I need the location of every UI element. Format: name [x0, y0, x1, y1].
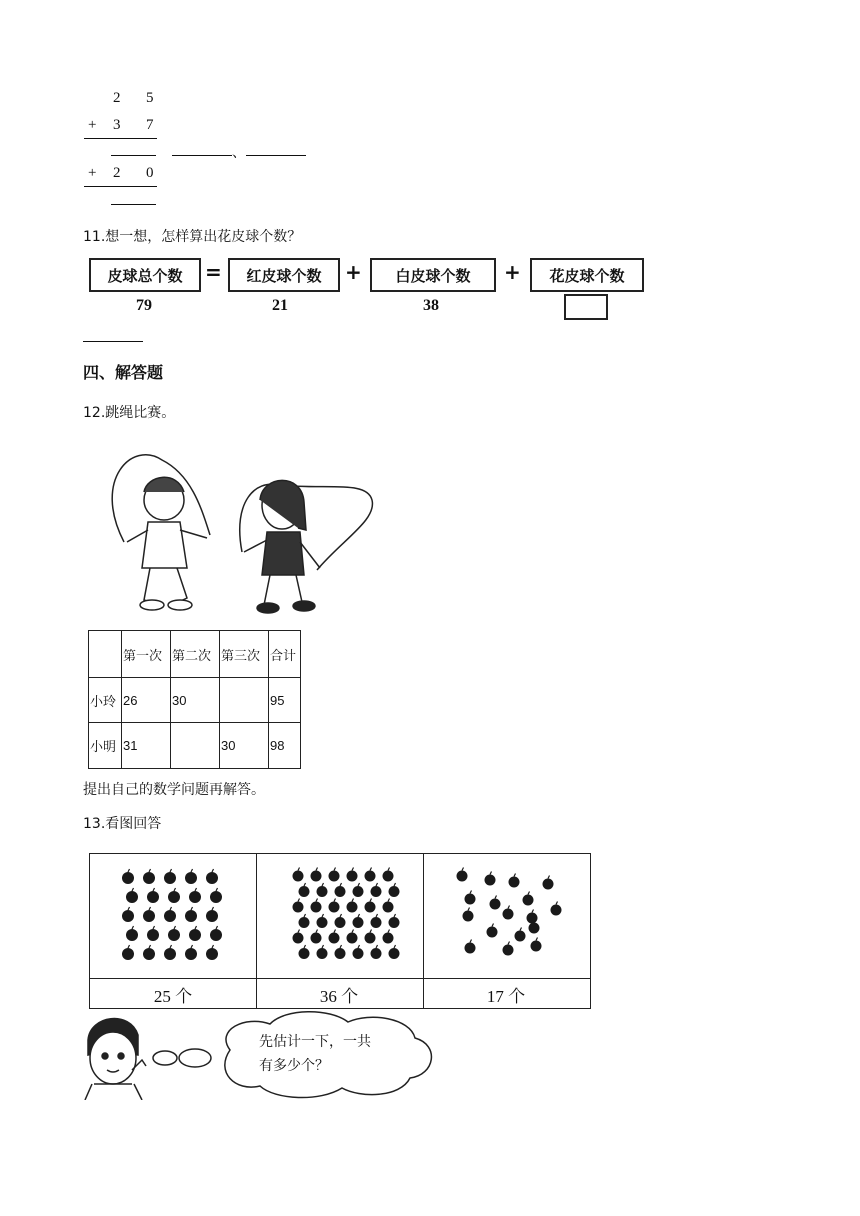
number-red: 21 — [272, 297, 288, 314]
apple-stem-icon — [470, 891, 472, 894]
apple-icon — [206, 872, 218, 884]
apple-icon — [126, 891, 138, 903]
table-cell: 30 — [171, 678, 220, 723]
apple-icon — [457, 871, 468, 882]
apple-icon — [465, 943, 476, 954]
apple-icon — [371, 948, 382, 959]
apple-stem-icon — [514, 874, 516, 877]
apple-icon — [485, 875, 496, 886]
apple-stem-icon — [358, 883, 360, 886]
apple-icon — [465, 894, 476, 905]
apple-stem-icon — [170, 945, 172, 948]
apple-stem-icon — [470, 940, 472, 943]
apple-icon — [329, 902, 340, 913]
apple-icon — [185, 948, 197, 960]
apple-icon — [335, 948, 346, 959]
apple-stem-icon — [316, 868, 318, 871]
answer-blank[interactable] — [172, 155, 232, 156]
apple-stem-icon — [352, 868, 354, 871]
apple-stem-icon — [388, 899, 390, 902]
apple-stem-icon — [370, 899, 372, 902]
apple-stem-icon — [316, 899, 318, 902]
apple-icon — [529, 923, 540, 934]
apple-stem-icon — [195, 926, 197, 929]
apple-stem-icon — [334, 868, 336, 871]
apple-icon — [147, 891, 159, 903]
apple-icon — [122, 872, 134, 884]
table-header: 第一次 — [122, 631, 171, 678]
question-12-instruction: 提出自己的数学问题再解答。 — [83, 782, 265, 798]
table-row — [89, 631, 301, 678]
count-label: 17 个 — [486, 987, 526, 1006]
apple-stem-icon — [216, 926, 218, 929]
girl-figure — [240, 480, 373, 613]
boy-figure — [85, 1019, 146, 1100]
apple-stem-icon — [212, 945, 214, 948]
apple-stem-icon — [388, 868, 390, 871]
apple-icon — [383, 871, 394, 882]
apple-icon — [168, 929, 180, 941]
apple-stem-icon — [128, 907, 130, 910]
apple-icon — [299, 948, 310, 959]
apple-icon — [185, 910, 197, 922]
question-11-prompt: 11.想一想，怎样算出花皮球个数？ — [83, 229, 302, 245]
apple-icon — [122, 910, 134, 922]
apple-icon — [206, 910, 218, 922]
apple-stem-icon — [149, 945, 151, 948]
table-cell: 26 — [122, 678, 171, 723]
boy-figure — [112, 455, 210, 610]
apple-stem-icon — [548, 876, 550, 879]
apple-stem-icon — [394, 883, 396, 886]
apple-icon — [543, 879, 554, 890]
apple-stem-icon — [468, 908, 470, 911]
speech-text-line2: 有多少个？ — [259, 1058, 329, 1074]
row-label: 小明 — [89, 723, 122, 769]
apple-icon — [168, 891, 180, 903]
answer-blank[interactable] — [83, 341, 143, 342]
apple-stem-icon — [195, 888, 197, 891]
answer-blank[interactable] — [111, 204, 156, 205]
apple-icon — [389, 948, 400, 959]
apple-icon — [335, 917, 346, 928]
digit: 7 — [146, 117, 154, 133]
apple-stem-icon — [532, 910, 534, 913]
apple-icon — [143, 948, 155, 960]
apple-icon — [371, 917, 382, 928]
apple-stem-icon — [376, 883, 378, 886]
table-cell-blank[interactable] — [171, 723, 220, 769]
number-total: 79 — [136, 297, 152, 314]
apple-icon — [487, 927, 498, 938]
apple-stem-icon — [394, 945, 396, 948]
formula-box-red: 红皮球个数 — [228, 258, 340, 292]
table-row — [89, 723, 301, 769]
apple-icon — [509, 877, 520, 888]
apple-icon — [143, 872, 155, 884]
apple-icon — [293, 933, 304, 944]
apple-stem-icon — [322, 883, 324, 886]
apple-stem-icon — [340, 945, 342, 948]
apple-icon — [206, 948, 218, 960]
table-cell: 31 — [122, 723, 171, 769]
apple-stem-icon — [191, 945, 193, 948]
apple-icon — [164, 910, 176, 922]
table-header: 合计 — [269, 631, 301, 678]
apple-stem-icon — [388, 930, 390, 933]
apple-stem-icon — [352, 930, 354, 933]
apple-stem-icon — [316, 930, 318, 933]
answer-blank[interactable] — [246, 155, 306, 156]
apple-stem-icon — [370, 930, 372, 933]
separator: 、 — [232, 145, 246, 161]
digit: 0 — [146, 165, 154, 181]
apple-group-36 — [293, 868, 400, 960]
apple-stem-icon — [334, 899, 336, 902]
apple-stem-icon — [490, 872, 492, 875]
answer-box[interactable] — [564, 294, 608, 320]
apple-stem-icon — [212, 907, 214, 910]
apple-stem-icon — [334, 930, 336, 933]
apple-stem-icon — [153, 926, 155, 929]
question-13-prompt: 13.看图回答 — [83, 816, 162, 832]
apple-stem-icon — [153, 888, 155, 891]
apple-stem-icon — [528, 892, 530, 895]
apple-icon — [329, 933, 340, 944]
apple-stem-icon — [191, 869, 193, 872]
apple-stem-icon — [298, 899, 300, 902]
apple-stem-icon — [520, 928, 522, 931]
question-12-prompt: 12.跳绳比赛。 — [83, 405, 176, 421]
apple-icon — [126, 929, 138, 941]
apple-stem-icon — [492, 924, 494, 927]
apple-stem-icon — [358, 945, 360, 948]
apple-stem-icon — [462, 868, 464, 871]
apple-group-17 — [457, 868, 562, 956]
table-cell-blank[interactable] — [220, 678, 269, 723]
apple-stem-icon — [322, 914, 324, 917]
apple-icon — [531, 941, 542, 952]
apple-stem-icon — [394, 914, 396, 917]
apple-icon — [347, 871, 358, 882]
apple-stem-icon — [376, 914, 378, 917]
apple-stem-icon — [556, 902, 558, 905]
apple-stem-icon — [322, 945, 324, 948]
apple-icon — [210, 891, 222, 903]
apple-icon — [353, 886, 364, 897]
apple-icon — [365, 871, 376, 882]
apple-icon — [185, 872, 197, 884]
table-header: 第二次 — [171, 631, 220, 678]
apple-count-table — [89, 853, 591, 1009]
apple-icon — [353, 917, 364, 928]
apple-icon — [503, 909, 514, 920]
table-cell: 95 — [269, 678, 301, 723]
apple-icon — [311, 871, 322, 882]
apple-icon — [463, 911, 474, 922]
apple-icon — [122, 948, 134, 960]
apple-icon — [189, 891, 201, 903]
apple-icon — [523, 895, 534, 906]
plus-sign: + — [345, 260, 362, 284]
apple-stem-icon — [536, 938, 538, 941]
formula-box-total: 皮球总个数 — [89, 258, 201, 292]
apple-stem-icon — [340, 914, 342, 917]
apple-groups — [90, 854, 590, 978]
table-cell: 98 — [269, 723, 301, 769]
apple-stem-icon — [170, 907, 172, 910]
apple-icon — [164, 872, 176, 884]
apple-stem-icon — [298, 868, 300, 871]
apple-stem-icon — [216, 888, 218, 891]
sum-line — [84, 138, 157, 139]
plus-sign: + — [504, 260, 521, 284]
apple-stem-icon — [132, 926, 134, 929]
apple-stem-icon — [298, 930, 300, 933]
apple-stem-icon — [149, 907, 151, 910]
apple-stem-icon — [304, 883, 306, 886]
apple-icon — [329, 871, 340, 882]
thought-bubble-small — [153, 1051, 177, 1065]
apple-icon — [490, 899, 501, 910]
apple-icon — [503, 945, 514, 956]
apple-stem-icon — [304, 945, 306, 948]
apple-icon — [189, 929, 201, 941]
table-header: 第三次 — [220, 631, 269, 678]
apple-icon — [353, 948, 364, 959]
section-heading: 四、解答题 — [83, 363, 164, 382]
apple-icon — [311, 902, 322, 913]
apple-icon — [293, 902, 304, 913]
apple-icon — [317, 886, 328, 897]
count-label: 25 个 — [153, 987, 193, 1006]
apple-icon — [527, 913, 538, 924]
apple-icon — [299, 917, 310, 928]
digit: 3 — [113, 117, 121, 133]
apple-icon — [383, 902, 394, 913]
apple-icon — [365, 933, 376, 944]
digit: 2 — [113, 165, 121, 181]
apple-icon — [143, 910, 155, 922]
apple-icon — [365, 902, 376, 913]
thought-bubble-medium — [179, 1049, 211, 1067]
row-label: 小玲 — [89, 678, 122, 723]
apple-stem-icon — [191, 907, 193, 910]
apple-stem-icon — [376, 945, 378, 948]
apple-stem-icon — [132, 888, 134, 891]
jump-rope-table — [88, 630, 301, 769]
apple-stem-icon — [212, 869, 214, 872]
count-row-divider — [90, 978, 590, 979]
table-cell: 30 — [220, 723, 269, 769]
table-cell — [89, 631, 122, 678]
apple-stem-icon — [174, 926, 176, 929]
answer-blank[interactable] — [111, 155, 156, 156]
apple-stem-icon — [149, 869, 151, 872]
apple-icon — [347, 933, 358, 944]
apple-stem-icon — [128, 945, 130, 948]
apple-stem-icon — [495, 896, 497, 899]
apple-stem-icon — [304, 914, 306, 917]
plus-sign: + — [88, 165, 97, 181]
jump-rope-illustration — [92, 440, 377, 618]
apple-stem-icon — [508, 906, 510, 909]
apple-icon — [210, 929, 222, 941]
apple-icon — [551, 905, 562, 916]
apple-icon — [335, 886, 346, 897]
apple-stem-icon — [340, 883, 342, 886]
apple-stem-icon — [358, 914, 360, 917]
apple-icon — [164, 948, 176, 960]
digit: 5 — [146, 90, 154, 106]
apple-icon — [347, 902, 358, 913]
digit: 2 — [113, 90, 121, 106]
equals-sign: = — [205, 260, 222, 284]
apple-icon — [299, 886, 310, 897]
count-label: 36 个 — [319, 987, 359, 1006]
apple-stem-icon — [174, 888, 176, 891]
apple-stem-icon — [128, 869, 130, 872]
apple-icon — [515, 931, 526, 942]
table-row — [89, 678, 301, 723]
apple-icon — [317, 948, 328, 959]
formula-box-white: 白皮球个数 — [370, 258, 496, 292]
apple-stem-icon — [370, 868, 372, 871]
apple-stem-icon — [170, 869, 172, 872]
apple-stem-icon — [352, 899, 354, 902]
apple-icon — [383, 933, 394, 944]
speech-text-line1: 先估计一下，一共 — [259, 1034, 371, 1050]
apple-stem-icon — [508, 942, 510, 945]
apple-icon — [389, 917, 400, 928]
apple-icon — [147, 929, 159, 941]
apple-icon — [293, 871, 304, 882]
plus-sign: + — [88, 117, 97, 133]
apple-icon — [311, 933, 322, 944]
apple-icon — [317, 917, 328, 928]
apple-icon — [389, 886, 400, 897]
number-white: 38 — [423, 297, 439, 314]
apple-group-25 — [122, 869, 222, 960]
formula-box-patterned: 花皮球个数 — [530, 258, 644, 292]
apple-icon — [371, 886, 382, 897]
sum-line — [84, 186, 157, 187]
